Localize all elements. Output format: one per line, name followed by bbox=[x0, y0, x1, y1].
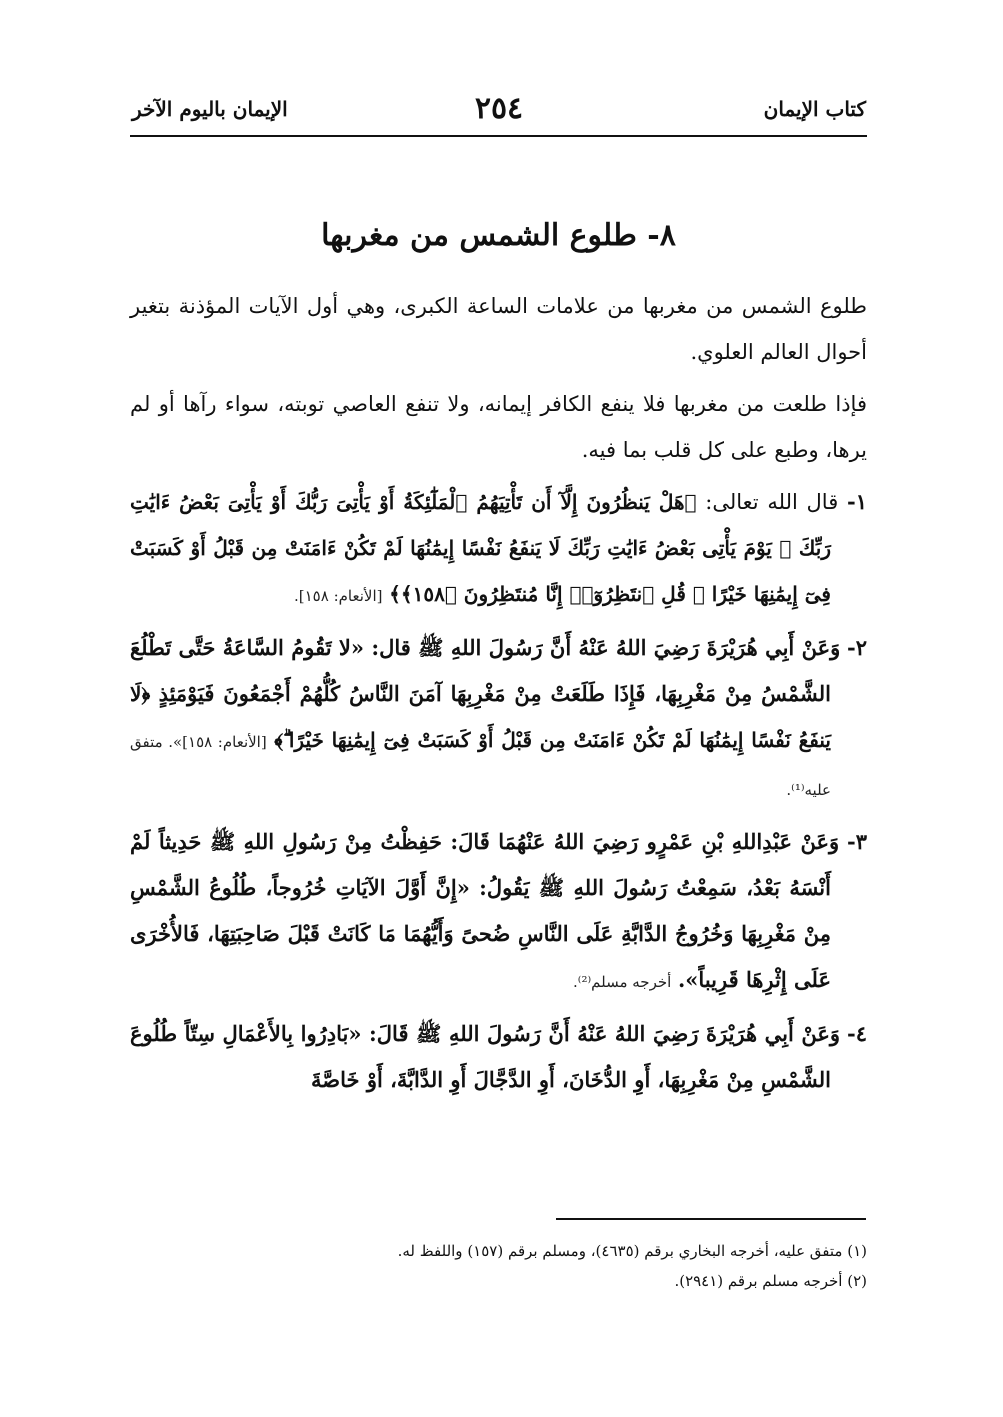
intro-paragraph-2: فإذا طلعت من مغربها فلا ينفع الكافر إيمانه، ولا تنفع العاصي توبته، سواء رآها أو لم يرها، وطبع على كل قلب بما فيه. bbox=[130, 392, 867, 462]
hadith-text: وَعَنْ أَبِي هُرَيْرَةَ رَضِيَ اللهُ عَنْهُ أَنَّ رَسُولَ اللهِ ﷺ قال: «لا تَقُومُ السَّاعَةُ حَتَّى تَطْلُعَ الشَّمْسُ مِنْ مَغْرِبِهَا، فَإِذَا طَلَعَتْ مِنْ مَغْرِبِهَا آمَنَ النَّاسُ كُلُّهُمْ أَجْمَعُونَ فَيَوْمَئِذٍ bbox=[130, 635, 841, 706]
item-1 bbox=[130, 479, 867, 619]
header-divider bbox=[130, 135, 867, 137]
book-title: كتاب الإيمان bbox=[763, 97, 866, 121]
item-lead: قال الله تعالى: bbox=[705, 490, 839, 514]
footnote-1: (١) متفق عليه، أخرجه البخاري برقم (٤٦٣٥)، ومسلم برقم (١٥٧) واللفظ له. bbox=[397, 1242, 867, 1260]
item-3 bbox=[130, 819, 867, 1005]
footnotes bbox=[130, 1236, 867, 1296]
item-4 bbox=[130, 1011, 867, 1103]
quran-verse: ﴿لَا يَنفَعُ نَفْسًا إِيمَٰنُهَا لَمْ تَكُنْ ءَامَنَتْ مِن قَبْلُ أَوْ كَسَبَتْ فِىٓ إِيمَٰنِهَا خَيْرًا ۗ﴾ bbox=[130, 682, 831, 752]
intro-paragraph-1: طلوع الشمس من مغربها من علامات الساعة الكبرى، وهي أول الآيات المؤذنة بتغير أحوال العالم العلوي. bbox=[130, 294, 867, 364]
item-number: ٤- bbox=[847, 1021, 867, 1046]
hadith-reference: [الأنعام: ١٥٨]». متفق عليه⁽¹⁾. bbox=[130, 733, 831, 799]
main-content bbox=[130, 283, 867, 1109]
page-number: ٢٥٤ bbox=[474, 91, 524, 126]
item-2 bbox=[130, 625, 867, 813]
verse-reference: [الأنعام: ١٥٨]. bbox=[294, 587, 383, 605]
hadith-text: وَعَنْ عَبْدِاللهِ بْنِ عَمْرٍو رَضِيَ اللهُ عَنْهُمَا قَالَ: حَفِظْتُ مِنْ رَسُولِ اللهِ ﷺ حَدِيثاً لَمْ أَنْسَهُ بَعْدُ، سَمِعْتُ رَسُولَ اللهِ ﷺ يَقُولُ: «إِنَّ أَوَّلَ الآيَاتِ خُرُوجاً، طُلُوعُ الشَّمْسِ مِنْ مَغْرِبِهَا وَخُرُوجُ الدَّابَّةِ عَلَى النَّاسِ ضُحىً وَأَيُّهُمَا مَا كَانَتْ قَبْلَ صَاحِبَتِهَا، فَالأُخْرَى عَلَى إِثْرِهَا قَرِيباً». bbox=[130, 829, 840, 992]
quran-verse: ﴿هَلْ يَنظُرُونَ إِلَّآ أَن تَأْتِيَهُمُ ٱلْمَلَٰٓئِكَةُ أَوْ يَأْتِىَ رَبُّكَ أَوْ يَأْتِىَ بَعْضُ ءَايَٰتِ رَبِّكَ ۗ يَوْمَ يَأْتِى بَعْضُ ءَايَٰتِ رَبِّكَ لَا يَنفَعُ نَفْسًا إِيمَٰنُهَا لَمْ تَكُنْ ءَامَنَتْ مِن قَبْلُ أَوْ كَسَبَتْ فِىٓ إِيمَٰنِهَا خَيْرًا ۗ قُلِ ٱنتَظِرُوٓا۟ إِنَّا مُنتَظِرُونَ ﴿١٥٨﴾﴾ bbox=[130, 490, 831, 606]
item-number: ٣- bbox=[847, 829, 867, 854]
hadith-text: وَعَنْ أَبِي هُرَيْرَةَ رَضِيَ اللهُ عَنْهُ أَنَّ رَسُولَ اللهِ ﷺ قَالَ: «بَادِرُوا بِالأَعْمَالِ سِتّاً طُلُوعَ الشَّمْسِ مِنْ مَغْرِبِهَا، أَوِ الدُّخَانَ، أَوِ الدَّجَّالَ أَوِ الدَّابَّةَ، أَوْ خَاصَّةَ bbox=[130, 1021, 841, 1092]
running-header bbox=[132, 91, 866, 131]
chapter-title: الإيمان باليوم الآخر bbox=[132, 97, 288, 121]
footnote-divider bbox=[556, 1218, 866, 1220]
footnote-2: (٢) أخرجه مسلم برقم (٢٩٤١). bbox=[674, 1272, 867, 1290]
hadith-reference: أخرجه مسلم⁽²⁾. bbox=[572, 973, 672, 991]
item-number: ١- bbox=[846, 489, 867, 514]
section-title: ٨- طلوع الشمس من مغربها bbox=[321, 218, 676, 254]
item-number: ٢- bbox=[847, 635, 867, 660]
